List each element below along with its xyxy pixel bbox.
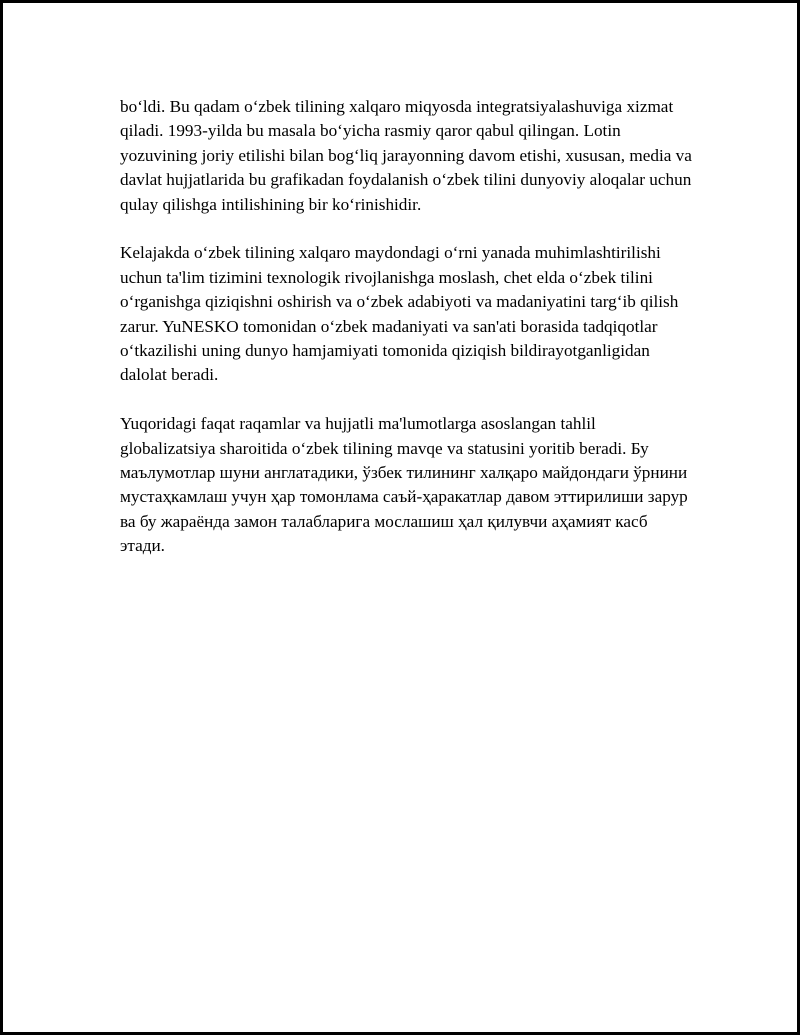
document-body (120, 95, 694, 583)
paragraph-3: Yuqoridagi faqat raqamlar va hujjatli ma'lumotlarga asoslangan tahlil globalizatsiya sharoitida oʻzbek tilining mavqe va statusini yoritib beradi. Бу маълумотлар шуни англатадики, ўзбек тилининг халқаро майдондаги ўрнини мустаҳкамлаш учун ҳар томонлама саъй-ҳаракатлар давом эттирилиши зарур ва бу жараёнда замон талабларига мослашиш ҳал қилувчи аҳамият касб этади. (120, 414, 688, 556)
paragraph-2: Kelajakda oʻzbek tilining xalqaro maydondagi oʻrni yanada muhimlashtirilishi uchun ta'lim tizimini texnologik rivojlanishga moslash, chet elda oʻzbek tilini oʻrganishga qiziqishni oshirish va oʻzbek adabiyoti va madaniyatini targʻib qilish zarur. YuNESKO tomonidan oʻzbek madaniyati va san'ati borasida tadqiqotlar oʻtkazilishi uning dunyo hamjamiyati tomonida qiziqish bildirayotganligidan dalolat beradi. (120, 243, 679, 385)
paragraph-1: boʻldi. Bu qadam oʻzbek tilining xalqaro miqyosda integratsiyalashuviga xizmat qiladi. 1993-yilda bu masala boʻyicha rasmiy qaror qabul qilingan. Lotin yozuvining joriy etilishi bilan bogʻliq jarayonning davom etishi, xususan, media va davlat hujjatlarida bu grafikadan foydalanish oʻzbek tilini dunyoviy aloqalar uchun qulay qilishga intilishining bir koʻrinishidir. (120, 97, 692, 214)
